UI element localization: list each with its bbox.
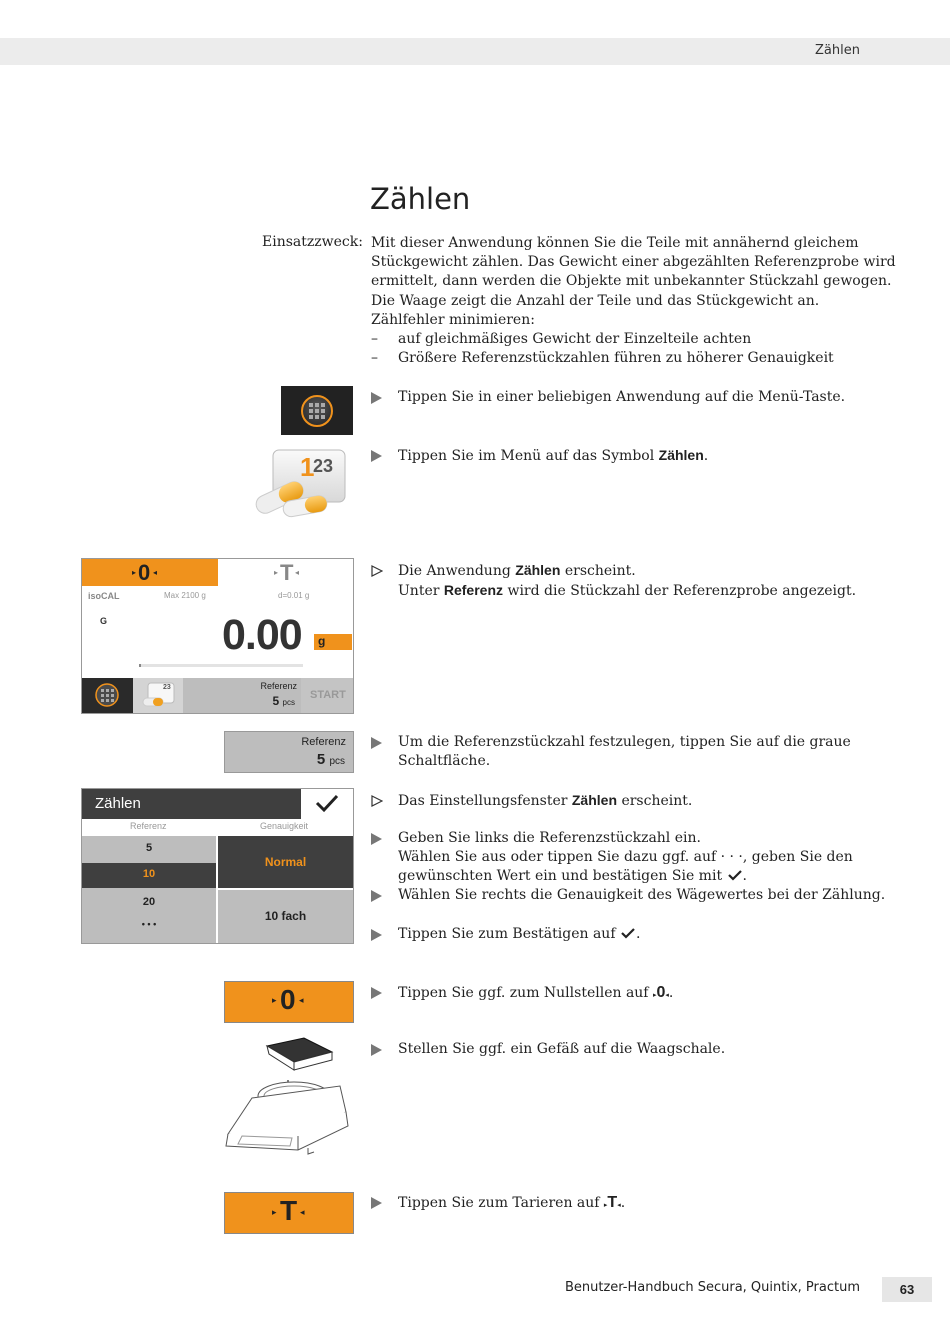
tare-marker-icon: ▸ (274, 568, 279, 577)
isocal-label: isoCAL (88, 591, 120, 601)
check-icon (301, 789, 353, 819)
counting-app-icon (251, 446, 353, 522)
zero-symbol: 0 (280, 984, 296, 1015)
zero-marker-icon: ▸ (132, 568, 137, 577)
accuracy-option[interactable]: 10 fach (218, 890, 353, 943)
instruction-step: Tippen Sie ggf. zum Nullstellen auf ▸0◂. (371, 983, 916, 1005)
mini-icon-digits: 23 (163, 684, 171, 691)
reference-value: 5 pcs (316, 751, 345, 768)
zero-marker-icon: ◂ (153, 568, 158, 577)
pills-icon (133, 678, 183, 713)
arrow-right-icon (371, 450, 382, 462)
menu-button[interactable] (82, 678, 133, 713)
accuracy-option-selected[interactable]: Normal (218, 836, 353, 888)
check-icon (727, 869, 743, 881)
weight-unit: g (318, 634, 326, 648)
list-item: – auf gleichmäßiges Gewicht der Einzelteile achten (371, 331, 752, 348)
reference-value: 5 pcs (272, 694, 295, 708)
footer-manual-title: Benutzer-Handbuch Secura, Quintix, Practum (564, 1280, 860, 1295)
outline-arrow-icon (371, 565, 383, 577)
tare-key[interactable] (224, 1192, 354, 1234)
tare-marker-icon: ▸ (603, 1202, 608, 1209)
counting-app-button[interactable] (133, 678, 183, 713)
instruction-step: Stellen Sie ggf. ein Gefäß auf die Waagschale. (371, 1040, 916, 1059)
instruction-step: Tippen Sie zum Tarieren auf ▸T◂. (371, 1193, 916, 1215)
menu-grid-icon (281, 386, 353, 435)
counting-app-screen (81, 558, 354, 714)
zero-symbol: 0 (656, 984, 666, 1001)
instruction-step: Um die Referenzstückzahl festzulegen, tippen Sie auf die graue Schaltfläche. (371, 733, 916, 771)
instruction-step: Tippen Sie zum Bestätigen auf . (371, 925, 916, 944)
arrow-right-icon (371, 929, 382, 941)
purpose-label: Einsatzzweck: (262, 234, 363, 250)
purpose-text (371, 234, 911, 368)
zero-status-field (82, 559, 218, 586)
purpose-paragraph: Mit dieser Anwendung können Sie die Teile mit annähernd gleichem Stückgewicht zählen. Das Gewicht einer abgezählten Referenzprobe wird ermittelt, dann werden die Objekte mit unbekannter Stückzahl gewogen. Die Waage zeigt die Anzahl der Teile und das Stückgewicht an. (371, 235, 896, 309)
zero-key[interactable] (224, 981, 354, 1023)
arrow-right-icon (371, 833, 382, 845)
weighing-range-bar (139, 664, 303, 667)
reference-column-header: Referenz (130, 821, 167, 831)
instruction-step: Tippen Sie in einer beliebigen Anwendung auf die Menü-Taste. (371, 388, 916, 407)
more-dots-icon: • • • (141, 919, 157, 929)
zero-marker-icon: ◂ (299, 995, 304, 1005)
tare-symbol: T (280, 560, 294, 585)
zero-marker-icon: ▸ (652, 992, 657, 999)
reference-label: Referenz (260, 681, 297, 691)
reference-button[interactable] (224, 731, 354, 773)
arrow-right-icon (371, 1044, 382, 1056)
zero-symbol: 0 (138, 560, 151, 585)
unit-field (314, 634, 352, 650)
instruction-step: Geben Sie links die Referenzstückzahl ein. Wählen Sie aus oder tippen Sie dazu ggf. auf · · ·, geben Sie den gewünschten Wert ein und bestätigen Sie mit . (371, 829, 916, 887)
header-bar (0, 38, 950, 65)
more-dots-icon: · · · (720, 849, 743, 866)
arrow-right-icon (371, 392, 382, 404)
list-item: – Größere Referenzstückzahlen führen zu höherer Genauigkeit (371, 350, 834, 367)
outline-arrow-icon (371, 795, 383, 807)
instruction-step: Wählen Sie rechts die Genauigkeit des Wägewertes bei der Zählung. (371, 886, 916, 905)
page-title: Zählen (370, 182, 471, 216)
purpose-subheading: Zählfehler minimieren: (371, 311, 535, 328)
arrow-right-icon (371, 737, 382, 749)
tare-marker-icon: ◂ (300, 1207, 305, 1217)
settings-title-bar (82, 789, 301, 819)
accuracy-column-header: Genauigkeit (260, 821, 309, 831)
menu-key-image (281, 386, 353, 435)
reference-option-selected[interactable]: 10 (82, 863, 216, 888)
start-button[interactable]: START (310, 689, 346, 701)
arrow-right-icon (371, 1197, 382, 1209)
section-label: Zählen (815, 43, 860, 58)
result-step: Das Einstellungsfenster Zählen erscheint. (371, 791, 916, 811)
counting-icon-digits-23: 23 (313, 456, 334, 476)
readability: d=0.01 g (278, 591, 310, 600)
balance-with-container-icon (222, 1036, 354, 1166)
settings-window (81, 788, 354, 944)
zero-marker-icon: ▸ (272, 995, 277, 1005)
result-step: Die Anwendung Zählen erscheint. Unter Referenz wird die Stückzahl der Referenzprobe angezeigt. (371, 561, 916, 601)
reference-label: Referenz (301, 736, 346, 748)
mode-indicator: G (100, 616, 108, 626)
zero-marker-icon: ◂ (665, 992, 669, 999)
arrow-right-icon (371, 987, 382, 999)
instruction-step: Tippen Sie im Menü auf das Symbol Zählen. (371, 446, 916, 466)
reference-option[interactable]: 20 (142, 896, 156, 908)
arrow-right-icon (371, 890, 382, 902)
tare-symbol: T (607, 1194, 618, 1211)
settings-title: Zählen (95, 795, 141, 812)
tare-marker-icon: ◂ (617, 1202, 621, 1209)
counting-icon-digit-1: 1 (300, 452, 315, 482)
check-icon (620, 927, 636, 939)
confirm-button[interactable] (301, 789, 353, 819)
page-number: 63 (882, 1277, 932, 1302)
tare-marker-icon: ▸ (272, 1207, 277, 1217)
weight-value: 0.00 (222, 611, 302, 659)
tare-marker-icon: ◂ (295, 568, 300, 577)
reference-option[interactable]: 5 (145, 842, 153, 854)
reference-button[interactable] (183, 678, 301, 713)
reference-more-button[interactable] (82, 916, 216, 943)
menu-grid-icon (82, 678, 133, 713)
tare-symbol: T (280, 1195, 298, 1226)
max-capacity: Max 2100 g (164, 591, 206, 600)
